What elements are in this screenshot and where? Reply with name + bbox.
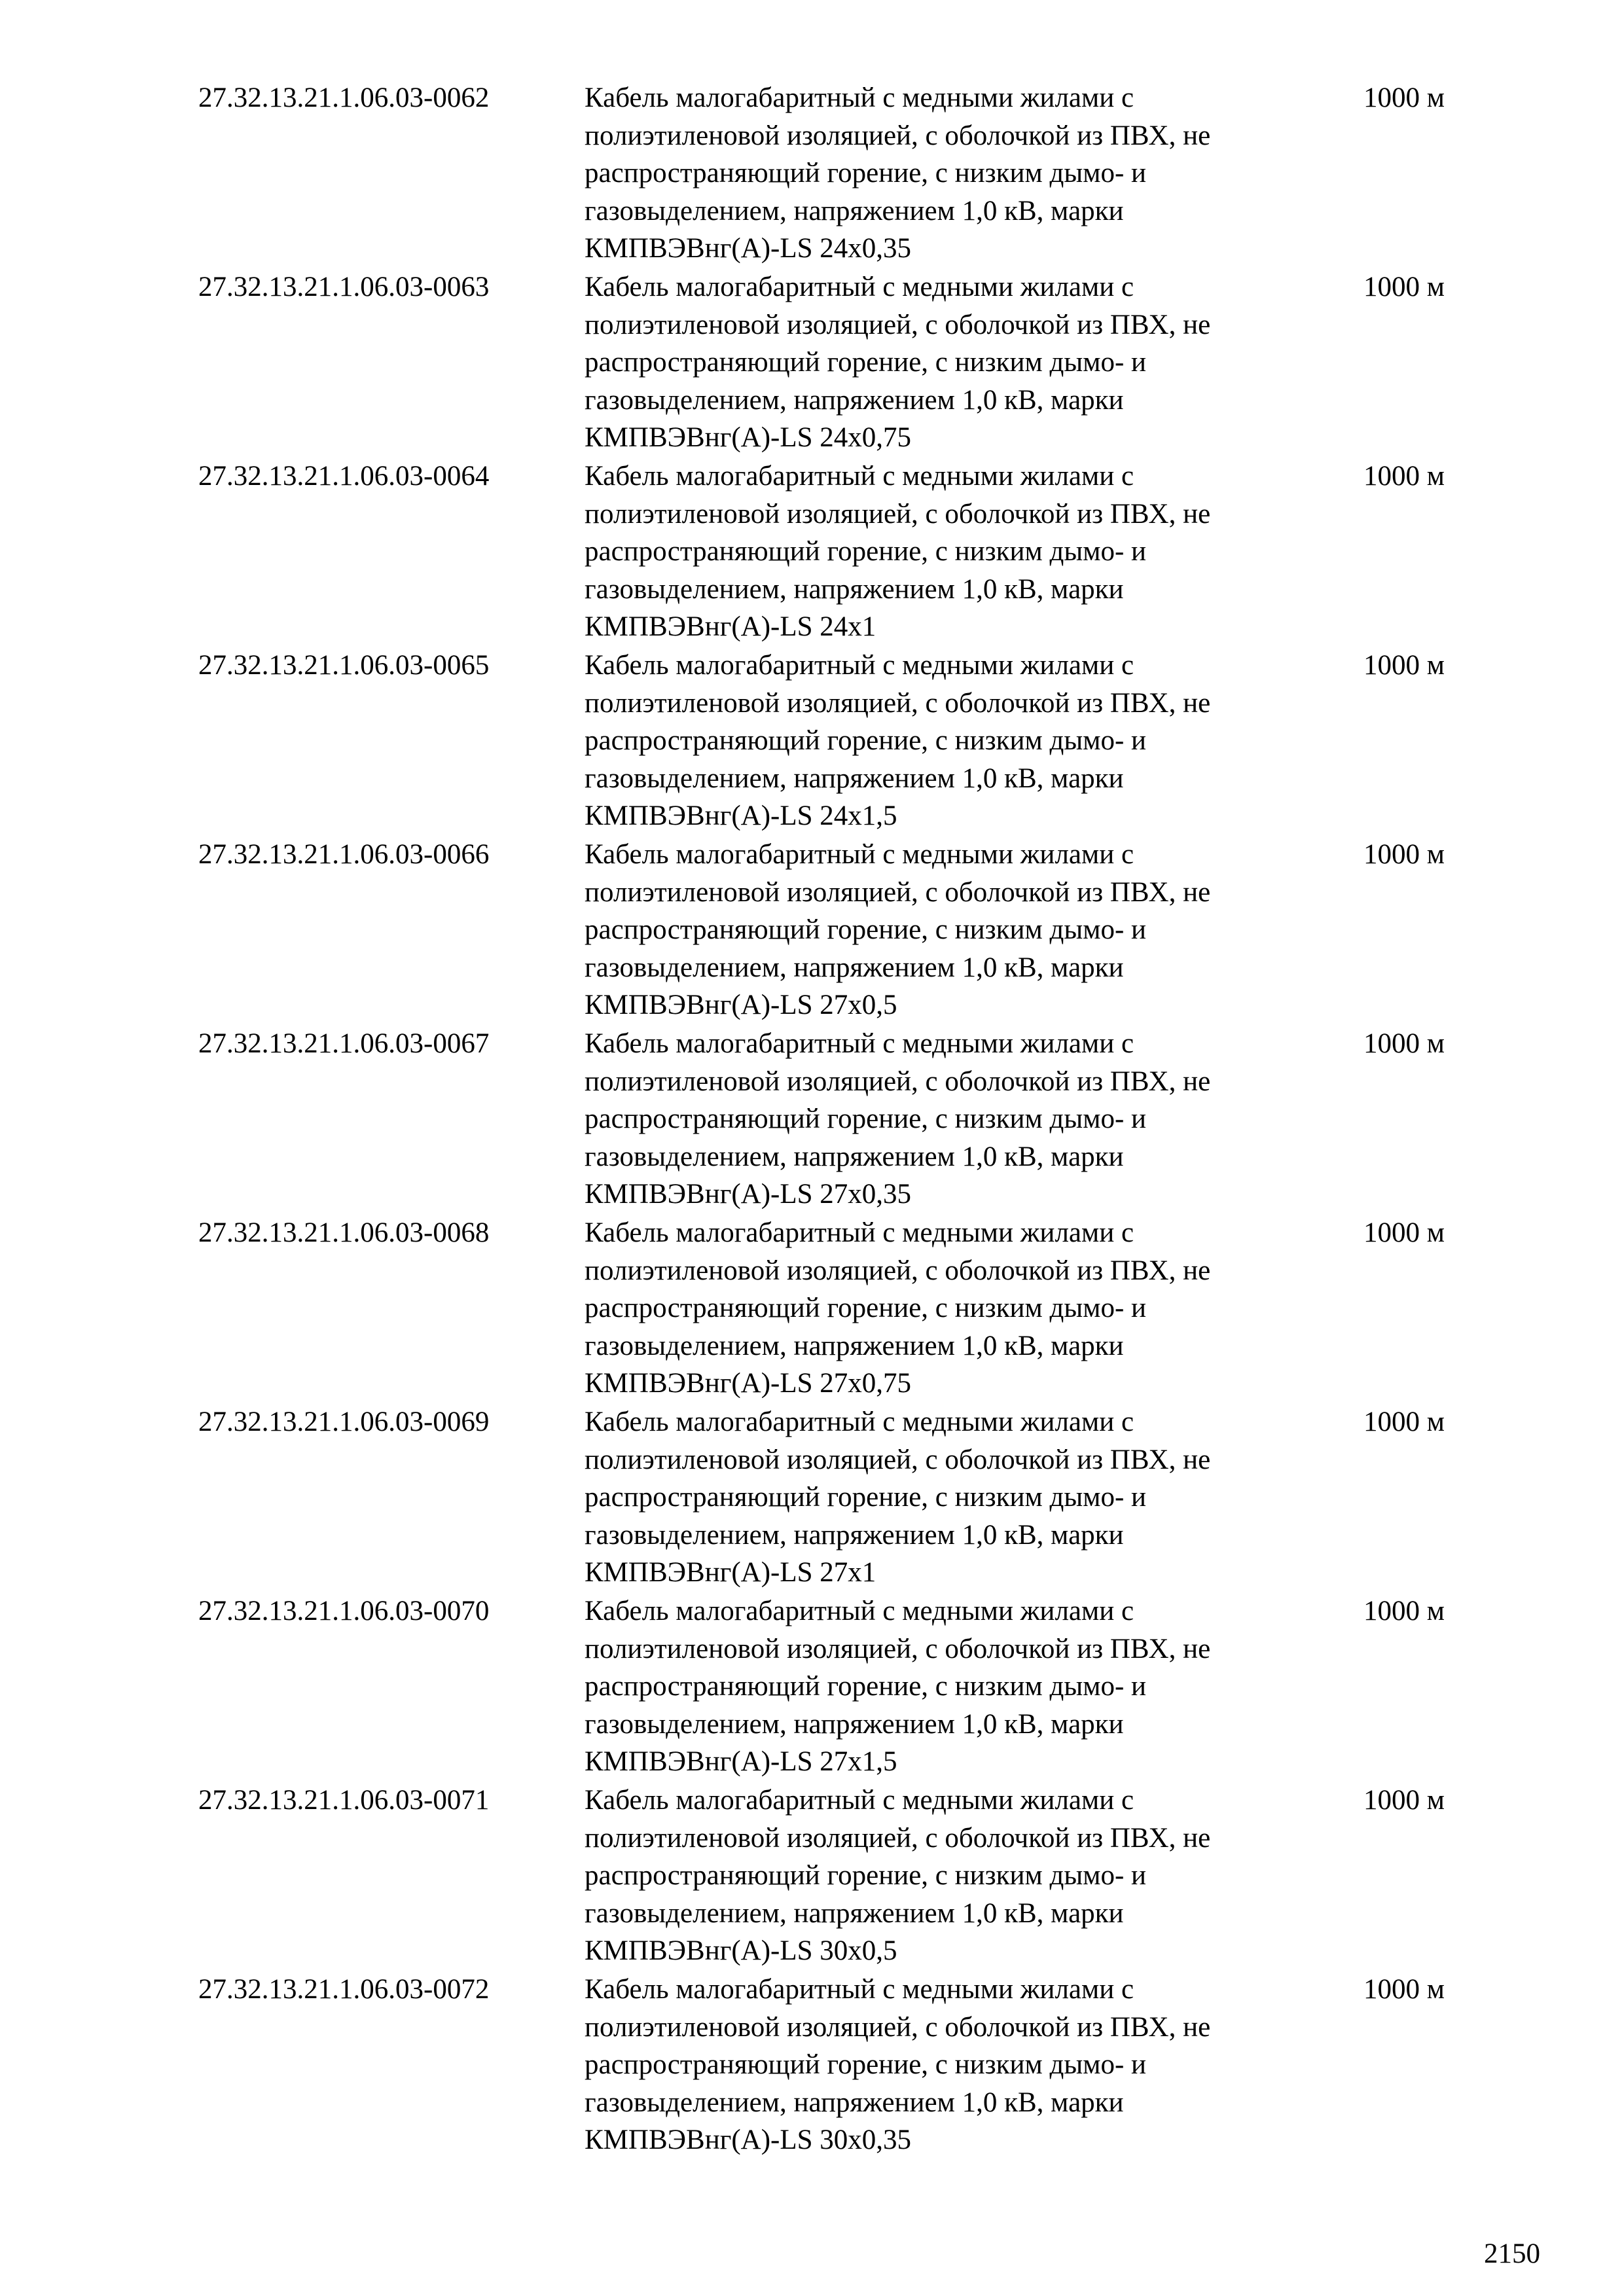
description-line: газовыделением, напряжением 1,0 кВ, марки: [585, 195, 1124, 226]
description-line: Кабель малогабаритный с медными жилами с: [585, 272, 1134, 302]
description-line: полиэтиленовой изоляцией, с оболочкой из ПВХ, не: [585, 1822, 1211, 1854]
resource-code: 27.32.13.21.1.06.03-0067: [198, 1028, 490, 1059]
description-line: распространяющий горение, с низким дымо- и: [585, 158, 1147, 189]
table-row: [198, 647, 1481, 836]
resource-description: [585, 1403, 1363, 1592]
description-line: газовыделением, напряжением 1,0 кВ, марки: [585, 952, 1124, 983]
description-line: Кабель малогабаритный с медными жилами с: [585, 1596, 1134, 1626]
resource-unit: 1000 м: [1363, 1785, 1445, 1816]
description-line: полиэтиленовой изоляцией, с оболочкой из ПВХ, не: [585, 1444, 1211, 1475]
resource-code: 27.32.13.21.1.06.03-0064: [198, 461, 490, 492]
description-line: распространяющий горение, с низким дымо- и: [585, 536, 1147, 567]
description-line: КМПВЭВнг(А)-LS 30x0,5: [585, 1935, 897, 1967]
description-line: Кабель малогабаритный с медными жилами с: [585, 1785, 1134, 1816]
description-line: Кабель малогабаритный с медными жилами с: [585, 82, 1134, 113]
description-line: КМПВЭВнг(А)-LS 27x0,75: [585, 1368, 912, 1399]
description-line: распространяющий горение, с низким дымо- и: [585, 1671, 1147, 1702]
description-line: КМПВЭВнг(А)-LS 27x1: [585, 1557, 876, 1588]
description-line: полиэтиленовой изоляцией, с оболочкой из ПВХ, не: [585, 2011, 1211, 2043]
description-line: Кабель малогабаритный с медными жилами с: [585, 650, 1134, 681]
description-line: полиэтиленовой изоляцией, с оболочкой из ПВХ, не: [585, 120, 1211, 151]
description-line: полиэтиленовой изоляцией, с оболочкой из ПВХ, не: [585, 309, 1211, 340]
description-line: распространяющий горение, с низким дымо- и: [585, 1860, 1147, 1892]
resource-unit: 1000 м: [1363, 461, 1445, 492]
resource-unit: 1000 м: [1363, 82, 1445, 113]
description-line: КМПВЭВнг(А)-LS 24x0,75: [585, 422, 912, 454]
table-row: [198, 1214, 1481, 1403]
resource-unit: 1000 м: [1363, 272, 1445, 302]
resource-unit: 1000 м: [1363, 1028, 1445, 1059]
description-line: КМПВЭВнг(А)-LS 24x1: [585, 611, 876, 643]
resource-description: [585, 457, 1363, 646]
table-row: [198, 79, 1481, 268]
resource-description: [585, 836, 1363, 1024]
description-line: распространяющий горение, с низким дымо- и: [585, 914, 1147, 946]
resource-unit: 1000 м: [1363, 839, 1445, 870]
resource-code: 27.32.13.21.1.06.03-0063: [198, 272, 490, 302]
description-line: полиэтиленовой изоляцией, с оболочкой из ПВХ, не: [585, 687, 1211, 719]
description-line: полиэтиленовой изоляцией, с оболочкой из ПВХ, не: [585, 1066, 1211, 1097]
description-line: распространяющий горение, с низким дымо- и: [585, 1482, 1147, 1513]
resource-code: 27.32.13.21.1.06.03-0071: [198, 1785, 490, 1816]
description-line: Кабель малогабаритный с медными жилами с: [585, 461, 1134, 492]
page-number: 2150: [1484, 2238, 1540, 2269]
resource-unit: 1000 м: [1363, 1596, 1445, 1626]
resource-code: 27.32.13.21.1.06.03-0072: [198, 1974, 490, 2005]
resource-code: 27.32.13.21.1.06.03-0069: [198, 1407, 490, 1437]
description-line: полиэтиленовой изоляцией, с оболочкой из ПВХ, не: [585, 498, 1211, 529]
table-row: [198, 1403, 1481, 1592]
resource-description: [585, 1592, 1363, 1781]
description-line: газовыделением, напряжением 1,0 кВ, марки: [585, 1519, 1124, 1551]
table-row: [198, 1025, 1481, 1214]
resource-description: [585, 1782, 1363, 1970]
description-line: Кабель малогабаритный с медными жилами с: [585, 1407, 1134, 1437]
description-line: распространяющий горение, с низким дымо- и: [585, 725, 1147, 757]
table-row: [198, 836, 1481, 1025]
description-line: газовыделением, напряжением 1,0 кВ, марки: [585, 1330, 1124, 1361]
resource-unit: 1000 м: [1363, 1217, 1445, 1248]
resource-description: [585, 1971, 1363, 2159]
description-line: газовыделением, напряжением 1,0 кВ, марки: [585, 762, 1124, 794]
resource-code: 27.32.13.21.1.06.03-0065: [198, 650, 490, 681]
table-row: [198, 1971, 1481, 2160]
description-line: Кабель малогабаритный с медными жилами с: [585, 1974, 1134, 2005]
table-row: [198, 268, 1481, 457]
description-line: КМПВЭВнг(А)-LS 24x0,35: [585, 233, 912, 264]
table-row: [198, 457, 1481, 647]
resource-unit: 1000 м: [1363, 1407, 1445, 1437]
description-line: КМПВЭВнг(А)-LS 27x1,5: [585, 1746, 897, 1778]
description-line: газовыделением, напряжением 1,0 кВ, марки: [585, 1708, 1124, 1740]
resource-code: 27.32.13.21.1.06.03-0070: [198, 1596, 490, 1626]
description-line: распространяющий горение, с низким дымо- и: [585, 347, 1147, 378]
resource-unit: 1000 м: [1363, 650, 1445, 681]
resource-description: [585, 1214, 1363, 1403]
description-line: полиэтиленовой изоляцией, с оболочкой из ПВХ, не: [585, 1633, 1211, 1664]
resource-code: 27.32.13.21.1.06.03-0068: [198, 1217, 490, 1248]
description-line: КМПВЭВнг(А)-LS 27x0,35: [585, 1179, 912, 1210]
description-line: газовыделением, напряжением 1,0 кВ, марки: [585, 1141, 1124, 1172]
description-line: распространяющий горение, с низким дымо- и: [585, 1293, 1147, 1324]
description-line: Кабель малогабаритный с медными жилами с: [585, 1028, 1134, 1059]
description-line: КМПВЭВнг(А)-LS 30x0,35: [585, 2125, 912, 2156]
description-line: газовыделением, напряжением 1,0 кВ, марки: [585, 573, 1124, 605]
resource-table: [198, 79, 1481, 2160]
description-line: полиэтиленовой изоляцией, с оболочкой из ПВХ, не: [585, 876, 1211, 908]
table-row: [198, 1782, 1481, 1971]
description-line: распространяющий горение, с низким дымо- и: [585, 2049, 1147, 2081]
resource-unit: 1000 м: [1363, 1974, 1445, 2005]
resource-description: [585, 268, 1363, 457]
description-line: газовыделением, напряжением 1,0 кВ, марки: [585, 1897, 1124, 1929]
description-line: Кабель малогабаритный с медными жилами с: [585, 1217, 1134, 1248]
description-line: газовыделением, напряжением 1,0 кВ, марки: [585, 384, 1124, 416]
table-row: [198, 1592, 1481, 1782]
description-line: Кабель малогабаритный с медными жилами с: [585, 839, 1134, 870]
description-line: газовыделением, напряжением 1,0 кВ, марки: [585, 2087, 1124, 2118]
resource-code: 27.32.13.21.1.06.03-0066: [198, 839, 490, 870]
description-line: КМПВЭВнг(А)-LS 24x1,5: [585, 800, 897, 832]
resource-description: [585, 79, 1363, 268]
description-line: КМПВЭВнг(А)-LS 27x0,5: [585, 990, 897, 1021]
resource-description: [585, 1025, 1363, 1213]
description-line: распространяющий горение, с низким дымо- и: [585, 1103, 1147, 1135]
description-line: полиэтиленовой изоляцией, с оболочкой из ПВХ, не: [585, 1255, 1211, 1286]
resource-code: 27.32.13.21.1.06.03-0062: [198, 82, 490, 113]
resource-description: [585, 647, 1363, 835]
